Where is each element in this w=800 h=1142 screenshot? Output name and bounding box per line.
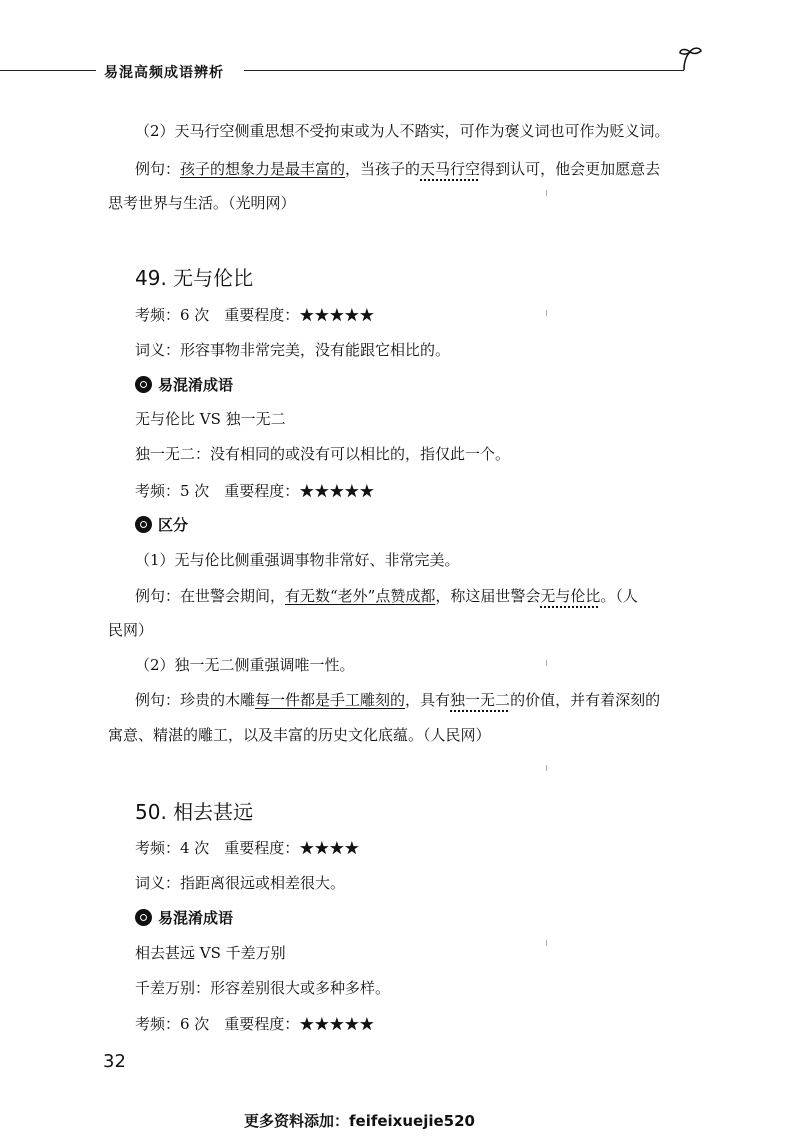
running-header-title: 易混高频成语辨析 xyxy=(104,65,224,81)
confusable-pair: 相去甚远 VS 千差万别 xyxy=(135,944,286,962)
entry-title-50: 50. 相去甚远 xyxy=(135,800,254,824)
confusable-definition: 千差万别：形容差别很大或多种多样。 xyxy=(135,979,391,997)
difference-point-2: （2）独一无二侧重强调唯一性。 xyxy=(135,656,355,674)
entry-title-49: 49. 无与伦比 xyxy=(135,266,254,290)
scan-speck xyxy=(546,310,547,316)
confusable-pair: 无与伦比 VS 独一无二 xyxy=(135,410,286,428)
footer-note: 更多资料添加：feifeixuejie520 xyxy=(244,1112,475,1130)
scan-speck xyxy=(546,940,547,946)
example-sentence-2-cont: 寓意、精湛的雕工，以及丰富的历史文化底蕴。（人民网） xyxy=(108,726,491,744)
confusable-frequency: 考频：6 次 重要程度：★★★★★ xyxy=(135,1015,375,1033)
scan-speck xyxy=(546,190,547,196)
scan-speck xyxy=(546,765,547,771)
example-sentence-cont: 思考世界与生活。（光明网） xyxy=(108,194,296,212)
confusable-icon xyxy=(135,376,152,393)
entry-frequency: 考频：4 次 重要程度：★★★★ xyxy=(135,839,360,857)
example-sentence-1: 例句：在世警会期间，有无数“老外”点赞成都，称这届世警会无与伦比。（人 xyxy=(135,587,638,605)
header-rule-left xyxy=(0,70,96,71)
paragraph-tianma-note: （2）天马行空侧重思想不受拘束或为人不踏实，可作为褒义词也可作为贬义词。 xyxy=(135,122,670,140)
example-sentence-tianma: 例句：孩子的想象力是最丰富的，当孩子的天马行空得到认可，他会更加愿意去 xyxy=(135,160,661,178)
example-sentence-2: 例句：珍贵的木雕每一件都是手工雕刻的，具有独一无二的价值，并有着深刻的 xyxy=(135,691,661,709)
difference-heading: 区分 xyxy=(135,514,188,535)
confusable-heading: 易混淆成语 xyxy=(135,374,233,395)
confusable-heading: 易混淆成语 xyxy=(135,907,233,928)
difference-icon xyxy=(135,516,152,533)
header-rule-right xyxy=(244,70,684,71)
confusable-frequency: 考频：5 次 重要程度：★★★★★ xyxy=(135,482,375,500)
entry-meaning: 词义：指距离很远或相差很大。 xyxy=(135,874,346,892)
entry-meaning: 词义：形容事物非常完美，没有能跟它相比的。 xyxy=(135,341,451,359)
difference-point-1: （1）无与伦比侧重强调事物非常好、非常完美。 xyxy=(135,551,460,569)
scan-speck xyxy=(546,660,547,666)
sprout-icon xyxy=(676,44,706,74)
page-number: 32 xyxy=(103,1051,126,1072)
entry-frequency: 考频：6 次 重要程度：★★★★★ xyxy=(135,306,375,324)
confusable-definition: 独一无二：没有相同的或没有可以相比的，指仅此一个。 xyxy=(135,445,511,463)
example-sentence-1-cont: 民网） xyxy=(108,621,154,639)
confusable-icon xyxy=(135,909,152,926)
